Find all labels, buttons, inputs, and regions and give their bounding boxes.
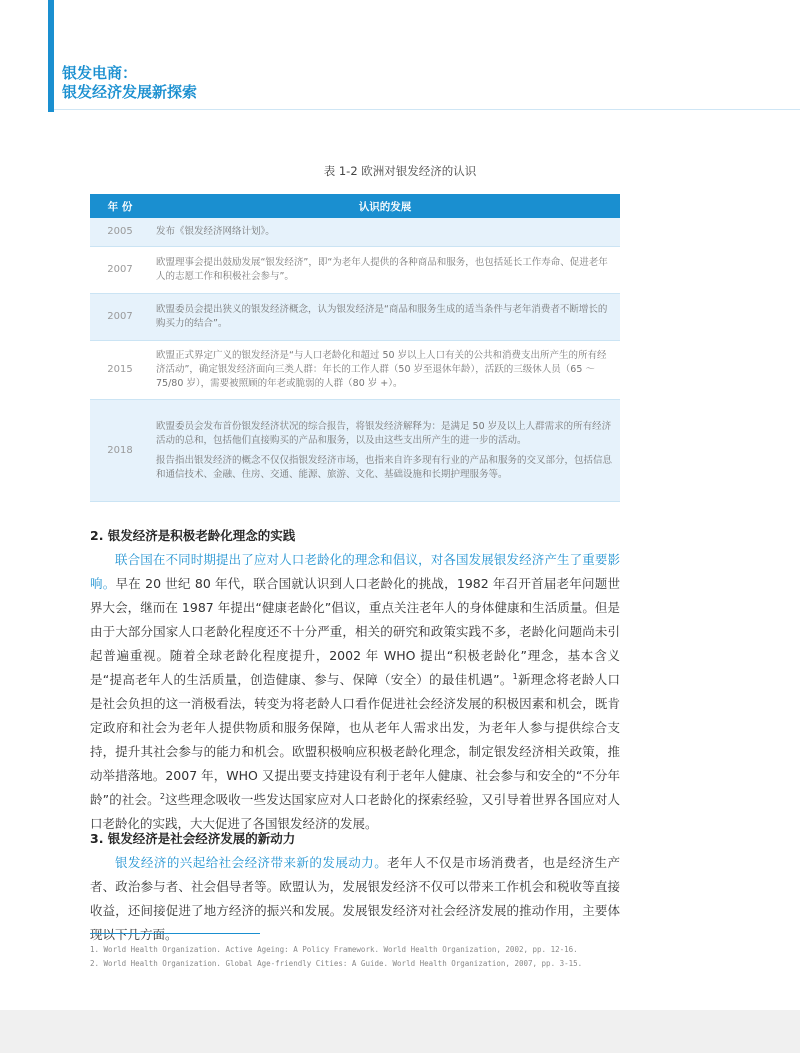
col-header-year: 年 份	[90, 194, 150, 218]
row-description-part-2: 报告指出银发经济的概念不仅仅指银发经济市场，也指来自许多现有行业的产品和服务的交叉部分，包括信息和通信技术、金融、住房、交通、能源、旅游、文化、基础设施和长期护理服务等。	[156, 454, 613, 480]
section-2-heading: 2. 银发经济是积极老龄化理念的实践	[90, 528, 296, 543]
footnote-ref-2: 2	[159, 791, 165, 801]
footnote-divider	[90, 933, 260, 934]
section-2	[90, 524, 620, 836]
section-3-heading: 3. 银发经济是社会经济发展的新动力	[90, 831, 296, 846]
footnote-ref-1: 1	[512, 671, 518, 681]
row-description: 欧盟理事会提出鼓励发展“银发经济”，即“为老年人提供的各种商品和服务，也包括延长工作寿命、促进老年人的志愿工作和积极社会参与”。	[150, 247, 620, 294]
section-2-paragraph-1: 早在 20 世纪 80 年代，联合国就认识到人口老龄化的挑战，1982 年召开首届老年问题世界大会，继而在 1987 年提出“健康老龄化”倡议，重点关注老年人的身体健康和生活质量。但是由于大部分国家人口老龄化程度还不十分严重，相关的研究和政策实践不多，老龄化问题尚未引起普遍重视。随着全球老龄化程度提升，2002 年 WHO 提出“积极老龄化”理念，基本含义是“提高老年人的生活质量，创造健康、参与、保障（安全）的最佳机遇”。	[90, 576, 620, 687]
header-divider	[54, 109, 800, 110]
footnote-2: 2. World Health Organization. Global Age-friendly Cities: A Guide. World Health Organization, 2007, pp. 3-15.	[90, 959, 583, 968]
section-2-body	[90, 548, 620, 836]
table-row	[90, 294, 620, 341]
footnote-1: 1. World Health Organization. Active Ageing: A Policy Framework. World Health Organization, 2002, pp. 12-16.	[90, 945, 578, 954]
header-accent-bar	[48, 0, 54, 112]
section-3-paragraph-1: 老年人不仅是市场消费者，也是经济生产者、政治参与者、社会倡导者等。欧盟认为，发展银发经济不仅可以带来工作机会和税收等直接收益，还间接促进了地方经济的振兴和发展。发展银发经济对社会经济发展的推动作用，主要体现以下几方面。	[90, 855, 620, 942]
table-header-row	[90, 194, 620, 218]
section-2-highlight: 联合国在不同时期提出了应对人口老龄化的理念和倡议，对各国发展银发经济产生了重要影响。	[90, 552, 620, 591]
row-description: 欧盟正式界定广义的银发经济是“与人口老龄化和超过 50 岁以上人口有关的公共和消费支出所产生的所有经济活动”，确定银发经济面向三类人群：年长的工作人群（50 岁至退休年龄），活跃的三级休人员（65 ～ 75/80 岁），需要被照顾的年老或脆弱的人群（80 岁 +）。	[150, 341, 620, 400]
table-row	[90, 341, 620, 400]
header-line-1: 银发电商：	[62, 64, 138, 82]
row-year: 2015	[90, 341, 150, 400]
header-line-2: 银发经济发展新探索	[62, 83, 198, 101]
section-2-paragraph-2: 新理念将老龄人口是社会负担的这一消极看法，转变为将老龄人口看作促进社会经济发展的积极因素和机会，既肯定政府和社会为老年人提供物质和服务保障，也从老年人需求出发，为老年人参与提供综合支持，提升其社会参与的能力和机会。欧盟积极响应积极老龄化理念，制定银发经济相关政策，推动举措落地。2007 年，WHO 又提出要支持建设有利于老年人健康、社会参与和安全的“不分年龄”的社会。	[90, 672, 620, 807]
europe-silver-economy-table	[90, 194, 620, 502]
section-2-paragraph-3: 这些理念吸收一些发达国家应对人口老龄化的探索经验，又引导着世界各国应对人口老龄化的实践，大大促进了各国银发经济的发展。	[90, 792, 620, 831]
section-3	[90, 827, 620, 947]
table-row	[90, 247, 620, 294]
section-3-highlight: 银发经济的兴起给社会经济带来新的发展动力。	[115, 855, 388, 870]
row-description: 发布《银发经济网络计划》。	[150, 218, 620, 247]
footnotes	[90, 943, 690, 971]
row-year: 2005	[90, 218, 150, 247]
table-caption: 表 1-2 欧洲对银发经济的认识	[323, 164, 477, 178]
row-description	[150, 400, 620, 502]
col-header-development: 认识的发展	[150, 194, 620, 218]
row-year: 2018	[90, 400, 150, 502]
row-description: 欧盟委员会提出狭义的银发经济概念，认为银发经济是“商品和服务生成的适当条件与老年消费者不断增长的购买力的结合”。	[150, 294, 620, 341]
row-description-part-1: 欧盟委员会发布首份银发经济状况的综合报告，将银发经济解释为：是满足 50 岁及以上人群需求的所有经济活动的总和，包括他们直接购买的产品和服务，以及由这些支出所产生的进一步的活动。	[156, 420, 612, 446]
running-header	[62, 64, 197, 102]
page-footer-band	[0, 1010, 800, 1053]
table-row	[90, 218, 620, 247]
table-row	[90, 400, 620, 502]
row-year: 2007	[90, 294, 150, 341]
row-year: 2007	[90, 247, 150, 294]
